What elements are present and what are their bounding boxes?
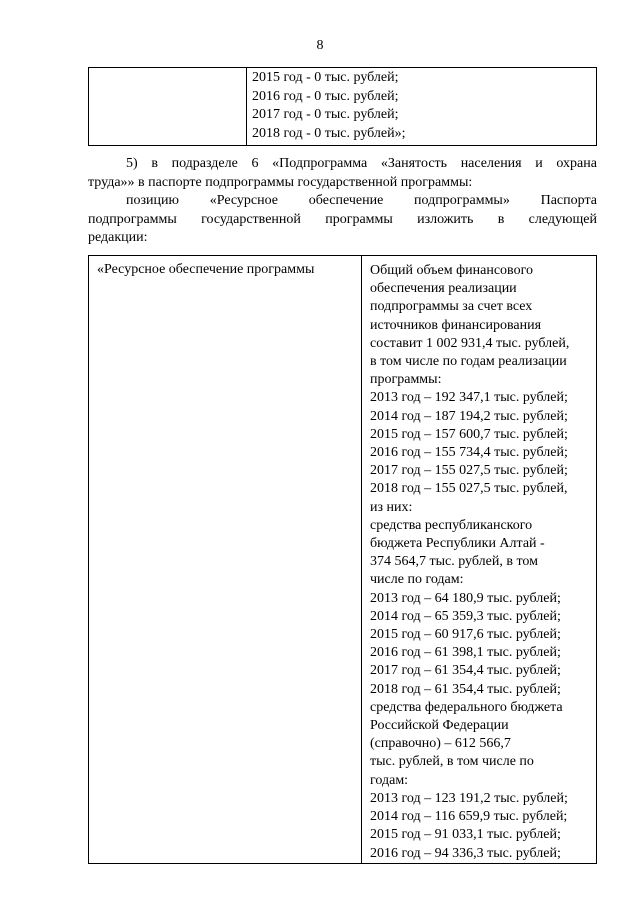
word: обеспечение xyxy=(308,193,384,208)
resource-line: 2015 год – 60 917,6 тыс. рублей; xyxy=(370,627,561,643)
word: государственной xyxy=(201,211,301,227)
word: в xyxy=(497,211,505,227)
resource-line: 2016 год – 94 336,3 тыс. рублей; xyxy=(370,845,561,861)
resource-line: 2016 год – 61 398,1 тыс. рублей; xyxy=(370,645,561,661)
resource-line: 374 564,7 тыс. рублей, в том xyxy=(370,554,538,570)
resource-line: 2014 год – 187 194,2 тыс. рублей; xyxy=(370,408,568,424)
word: подпрограммы» xyxy=(414,193,510,208)
word: подпрограммы xyxy=(88,211,177,227)
resource-line: подпрограммы за счет всех xyxy=(370,299,533,315)
resource-line: средства республиканского xyxy=(370,517,533,533)
resource-line: Российской Федерации xyxy=(370,718,509,734)
resource-line: 2017 год – 61 354,4 тыс. рублей; xyxy=(370,663,561,679)
amendment-paragraph xyxy=(88,155,597,192)
resource-line: 2018 год – 155 027,5 тыс. рублей, xyxy=(370,481,568,497)
paragraph-line xyxy=(88,155,597,174)
word: изложить xyxy=(417,211,474,227)
paragraph-line xyxy=(88,192,597,211)
word: 6 xyxy=(251,156,259,171)
paragraph-line: редакции: xyxy=(88,230,148,245)
word: Паспорта xyxy=(540,193,597,208)
resource-line: 2015 год – 91 033,1 тыс. рублей; xyxy=(370,827,561,843)
resource-line: программы: xyxy=(370,372,442,388)
resource-line: Общий объем финансового xyxy=(370,263,533,278)
word: 5) xyxy=(126,156,138,171)
word: программы xyxy=(325,211,393,227)
word: охрана xyxy=(556,156,597,171)
resource-line: числе по годам: xyxy=(370,572,464,588)
resource-line: источников финансирования xyxy=(370,317,542,333)
resource-line: 2018 год – 61 354,4 тыс. рублей; xyxy=(370,681,561,697)
resource-line: 2013 год – 64 180,9 тыс. рублей; xyxy=(370,590,561,606)
resource-line: из них: xyxy=(370,499,413,515)
word: и xyxy=(535,156,543,171)
resource-table xyxy=(88,255,597,864)
paragraph-line xyxy=(88,211,597,230)
word: «Занятость xyxy=(380,156,448,171)
table-line: 2018 год - 0 тыс. рублей»; xyxy=(252,125,406,141)
table-line: 2017 год - 0 тыс. рублей; xyxy=(252,107,399,122)
word: позицию xyxy=(126,193,179,208)
table-line: 2016 год - 0 тыс. рублей; xyxy=(252,88,399,104)
resource-line: годам: xyxy=(370,772,409,788)
resource-line: тыс. рублей, в том числе по xyxy=(370,754,534,770)
table-line: 2015 год - 0 тыс. рублей; xyxy=(252,70,399,85)
resource-line: 2017 год – 155 027,5 тыс. рублей; xyxy=(370,463,568,479)
continuation-table xyxy=(88,67,597,146)
word: «Ресурсное xyxy=(209,193,279,208)
resource-line: 2014 год – 65 359,3 тыс. рублей; xyxy=(370,608,561,624)
resource-line: в том числе по годам реализации xyxy=(370,354,567,370)
resource-line: бюджета Республики Алтай - xyxy=(370,536,545,552)
resource-line: обеспечения реализации xyxy=(370,281,517,297)
resource-table-content-cell xyxy=(362,256,597,864)
word: подразделе xyxy=(171,156,238,171)
resource-table-label-cell: «Ресурсное обеспечение программы xyxy=(89,256,362,864)
continuation-table-empty-cell xyxy=(89,68,247,146)
paragraph-line: труда»» в паспорте подпрограммы государственной программы: xyxy=(88,174,473,190)
page-number: 8 xyxy=(316,38,324,53)
word: «Подпрограмма xyxy=(272,156,368,171)
resource-line: 2014 год – 116 659,9 тыс. рублей; xyxy=(370,809,568,825)
resource-line: 2016 год – 155 734,4 тыс. рублей; xyxy=(370,445,568,461)
resource-line: 2015 год – 157 600,7 тыс. рублей; xyxy=(370,426,568,442)
word: в xyxy=(151,156,158,171)
resource-line: (справочно) – 612 566,7 xyxy=(370,736,511,752)
resource-line: составит 1 002 931,4 тыс. рублей, xyxy=(370,335,570,351)
continuation-table-values-cell xyxy=(247,68,597,146)
word: следующей xyxy=(528,211,597,227)
instruction-paragraph xyxy=(88,192,597,248)
resource-line: 2013 год – 123 191,2 тыс. рублей; xyxy=(370,790,568,806)
word: населения xyxy=(460,156,522,171)
resource-line: 2013 год – 192 347,1 тыс. рублей; xyxy=(370,390,568,406)
resource-line: средства федерального бюджета xyxy=(370,699,563,715)
